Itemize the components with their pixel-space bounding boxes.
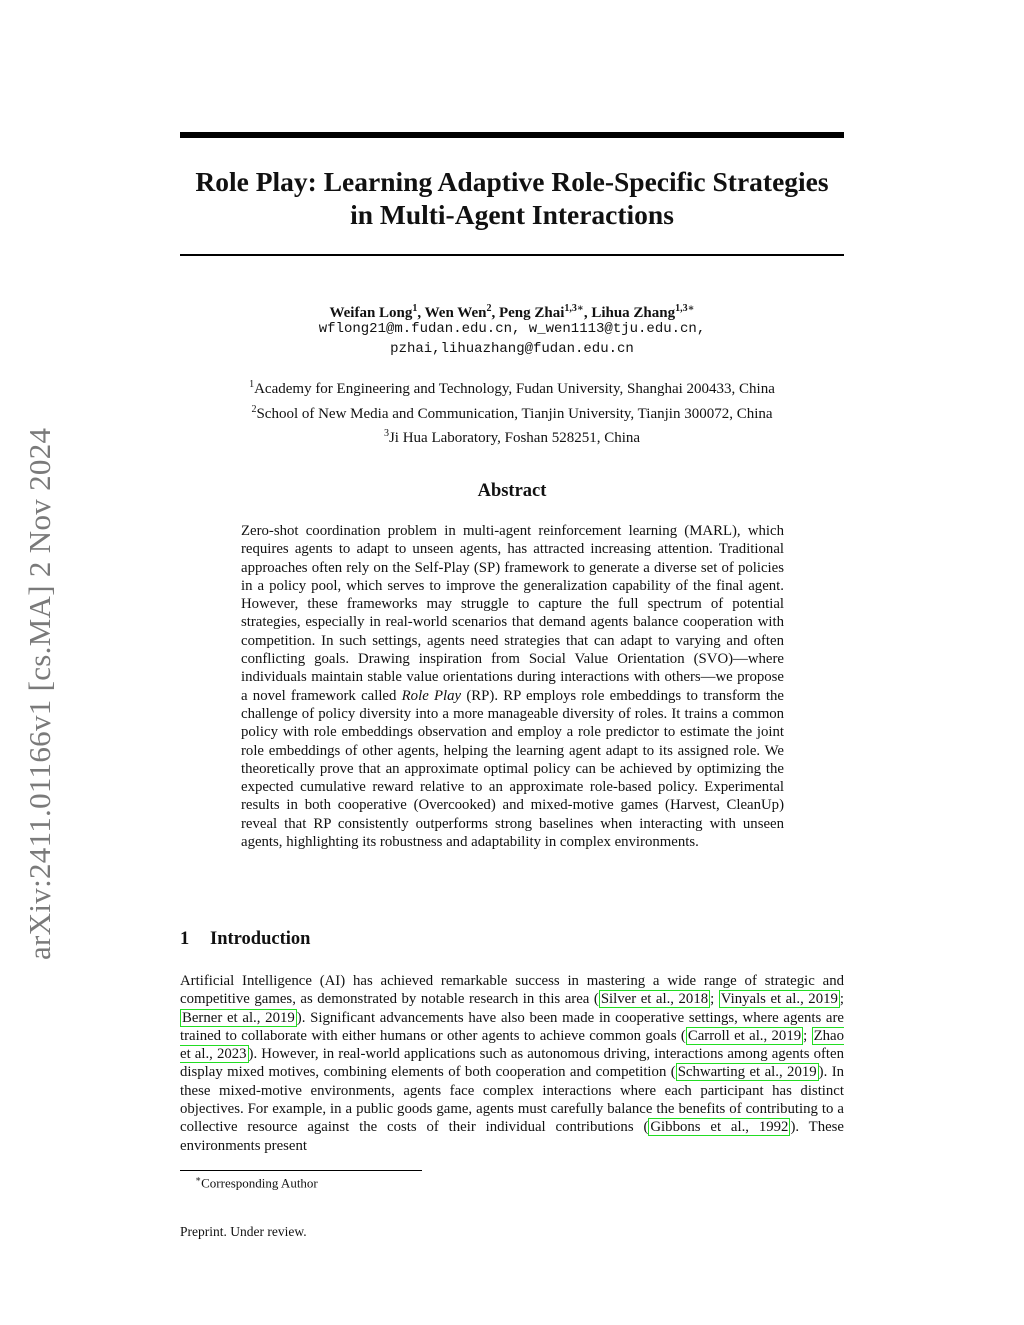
- citation-link[interactable]: Gibbons et al., 1992: [650, 1119, 789, 1136]
- author-affil-mark: 1,3: [675, 303, 688, 314]
- body-text: ). In these mixed-motive environments, agents face complex interactions where each participant has distinct objectives. For example, in a public goods game, agents must carefully balance the benefits of contributing to a collective resource against the costs of their individual contributions (: [180, 1064, 845, 1136]
- body-text: ). Significant advancements have also been made in cooperative settings, where agents are trained to collaborate with either humans or other agents to achieve common goals (: [180, 1009, 844, 1044]
- affiliation-text: School of New Media and Communication, Tianjin University, Tianjin 300072, China: [256, 405, 773, 422]
- affiliation-1: [120, 375, 904, 400]
- footnote-text: Corresponding Author: [201, 1175, 318, 1191]
- title-top-rule: [180, 132, 844, 138]
- abstract-heading: Abstract: [477, 481, 547, 501]
- author-affil-mark: 1: [412, 303, 418, 314]
- abstract-emphasis: Role Play: [401, 687, 462, 704]
- introduction-body: [180, 972, 844, 1155]
- body-text: ). These environments present: [180, 1119, 844, 1154]
- author-name: , Lihua Zhang: [583, 305, 676, 321]
- body-text: ). However, in real-world applications such as autonomous driving, interactions among agents often display mixed motives, combining elements of both cooperation and competition (: [180, 1046, 844, 1081]
- body-text: ;: [803, 1027, 812, 1044]
- citation-link[interactable]: Schwarting et al., 2019: [677, 1064, 817, 1081]
- affiliation-mark: 2: [251, 403, 257, 415]
- citation-link[interactable]: Berner et al., 2019: [182, 1009, 295, 1026]
- title-line-2: in Multi-Agent Interactions: [350, 199, 674, 230]
- affiliations: [120, 375, 904, 449]
- section-heading-introduction: [180, 929, 310, 950]
- affiliation-mark: 3: [383, 428, 389, 439]
- email-line-2[interactable]: pzhai,lihuazhang@fudan.edu.cn: [390, 341, 634, 357]
- citation-link[interactable]: Vinyals et al., 2019: [720, 991, 838, 1008]
- abstract-text: (RP). RP employs role embeddings to transform the challenge of policy diversity into a more manageable diversity of roles. It trains a common policy with role embeddings observation and employ a role predictor to estimate the joint role embeddings of other agents, helping the learning agent adapt to its assigned role. We theoretically prove that an approximate optimal policy can be achieved by optimizing the expected cumulative reward relative to an approximate role-based policy. Experimental results in both cooperative (Overcooked) and mixed-motive games (Harvest, CleanUp) reveal that RP consistently outperforms strong baselines when interacting with unseen agents, highlighting its robustness and adaptability in complex environments.: [241, 687, 785, 851]
- affiliation-2: [120, 400, 904, 425]
- author-name: , Peng Zhai: [491, 305, 565, 321]
- citation-link[interactable]: Silver et al., 2018: [600, 991, 709, 1008]
- affiliation-mark: 1: [249, 379, 255, 390]
- email-line-1[interactable]: wflong21@m.fudan.edu.cn, w_wen1113@tju.edu.cn,: [318, 321, 706, 337]
- footnote-mark: ∗: [195, 1174, 202, 1184]
- corresponding-mark: ∗: [687, 303, 695, 314]
- citation-link[interactable]: Carroll et al., 2019: [687, 1027, 802, 1044]
- affiliation-text: Academy for Engineering and Technology, Fudan University, Shanghai 200433, China: [254, 381, 775, 397]
- affiliation-text: Ji Hua Laboratory, Foshan 528251, China: [388, 430, 641, 446]
- arxiv-sidebar-id: arXiv:2411.01166v1 [cs.MA] 2 Nov 2024: [22, 427, 57, 960]
- author-affil-mark: 1,3: [564, 303, 577, 314]
- abstract-text: Zero-shot coordination problem in multi-agent reinforcement learning (MARL), which requires agents to adapt to unseen agents, has attracted increasing attention. Traditional approaches often rely on the Self-Play (SP) framework to generate a diverse set of policies in a policy pool, which serves to improve the generalization capability of the final agent. However, these frameworks may struggle to capture the full spectrum of potential strategies, especially in real-world scenarios that demand agents balance cooperation with competition. In such settings, agents need strategies that can adapt to varying and often conflicting goals. Drawing inspiration from Social Value Orientation (SVO)—where individuals maintain stable value orientations during interactions with others—we propose a novel framework called: [241, 523, 784, 704]
- author-emails: [150, 319, 874, 359]
- title-line-1: Role Play: Learning Adaptive Role-Specific Strategies: [195, 166, 829, 197]
- title-bottom-rule: [180, 254, 844, 256]
- abstract-body: [241, 522, 784, 851]
- paper-title: [150, 165, 874, 231]
- preprint-note: Preprint. Under review.: [180, 1224, 307, 1239]
- corresponding-mark: ∗: [576, 303, 584, 314]
- body-text: Artificial Intelligence (AI) has achieved remarkable success in mastering a wide range of strategic and competitive games, as demonstrated by notable research in this area (: [180, 973, 844, 1008]
- body-text: ;: [710, 991, 719, 1008]
- section-number: 1: [180, 929, 190, 949]
- body-text: ;: [839, 991, 845, 1008]
- author-name: , Wen Wen: [417, 305, 487, 321]
- author-affil-mark: 2: [486, 303, 492, 314]
- section-title: Introduction: [210, 929, 311, 949]
- footnote: [195, 1174, 318, 1191]
- footnote-rule: [180, 1170, 422, 1171]
- author-name: Weifan Long: [329, 305, 413, 321]
- affiliation-3: [120, 424, 904, 449]
- citation-link[interactable]: Zhao et al., 2023: [180, 1027, 844, 1063]
